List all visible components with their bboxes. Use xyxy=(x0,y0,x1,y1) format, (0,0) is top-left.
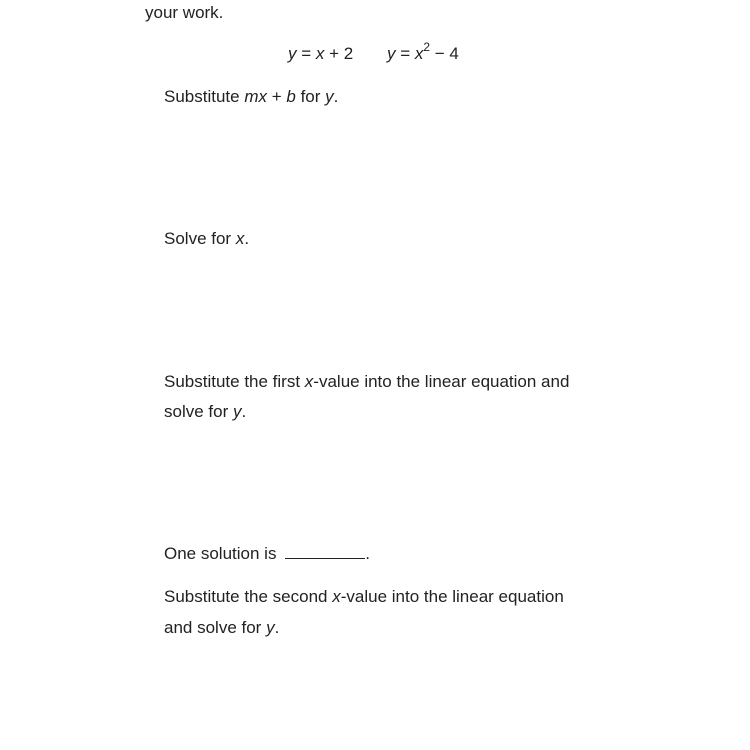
quadratic-equation: $y = x^2 - 4$ xyxy=(387,40,459,63)
step-first-x-line2: solve for y. xyxy=(164,402,247,421)
step-substitute: Substitute mx + b for y. xyxy=(164,87,339,106)
one-solution-line: One solution is . xyxy=(164,544,370,563)
intro-text: your work. xyxy=(145,3,224,22)
step-first-x-line1: Substitute the first x-value into the linear equation and xyxy=(164,372,570,391)
linear-equation: y = x + 2 xyxy=(288,44,354,63)
answer-blank[interactable] xyxy=(285,544,365,559)
step-second-x-line2: and solve for y. xyxy=(164,618,280,637)
step-second-x-line1: Substitute the second x-value into the linear equation xyxy=(164,587,564,606)
step-solve-for-x: Solve for x. xyxy=(164,229,250,248)
